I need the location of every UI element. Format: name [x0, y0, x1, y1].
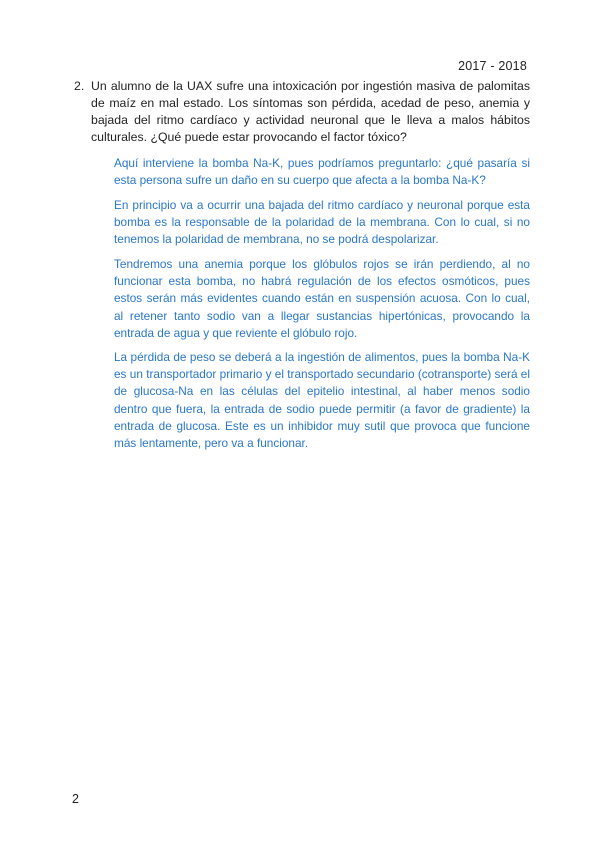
question-block	[74, 78, 530, 146]
answer-paragraph-1: Aquí interviene la bomba Na-K, pues podríamos preguntarlo: ¿qué pasaría si esta persona sufre un daño en su cuerpo que afecta a la bomba Na-K?	[114, 156, 530, 188]
question-text: Un alumno de la UAX sufre una intoxicación por ingestión masiva de palomitas de maíz en mal estado. Los síntomas son pérdida, acedad de peso, anemia y bajada del ritmo cardíaco y actividad neuronal que le lleva a malos hábitos culturales. ¿Qué puede estar provocando el factor tóxico?	[91, 79, 530, 144]
question-number: 2.	[74, 79, 85, 93]
answer-paragraph-4: La pérdida de peso se deberá a la ingestión de alimentos, pues la bomba Na-K es un transportador primario y el transportado secundario (cotransporte) será el de glucosa-Na en las células del epitelio intestinal, al haber menos sodio dentro que fuera, la entrada de sodio puede permitir (a favor de gradiente) la entrada de glucosa. Este es un inhibidor muy sutil que provoca que funcione más lentamente, pero va a funcionar.	[114, 350, 530, 451]
page-number: 2	[72, 792, 79, 806]
answer-paragraph-3: Tendremos una anemia porque los glóbulos rojos se irán perdiendo, al no funcionar esta bomba, no habrá regulación de los efectos osmóticos, pues estos serán más evidentes cuando están en suspensión acuosa. Con lo cual, al retener tanto sodio van a llegar sustancias hipertónicas, provocando la entrada de agua y que reviente el glóbulo rojo.	[114, 257, 530, 340]
answer-paragraph-2: En principio va a ocurrir una bajada del ritmo cardíaco y neuronal porque esta bomba es la responsable de la polaridad de la membrana. Con lo cual, si no tenemos la polaridad de membrana, no se podrá despolarizar.	[114, 198, 530, 247]
year-range: 2017 - 2018	[458, 59, 527, 73]
